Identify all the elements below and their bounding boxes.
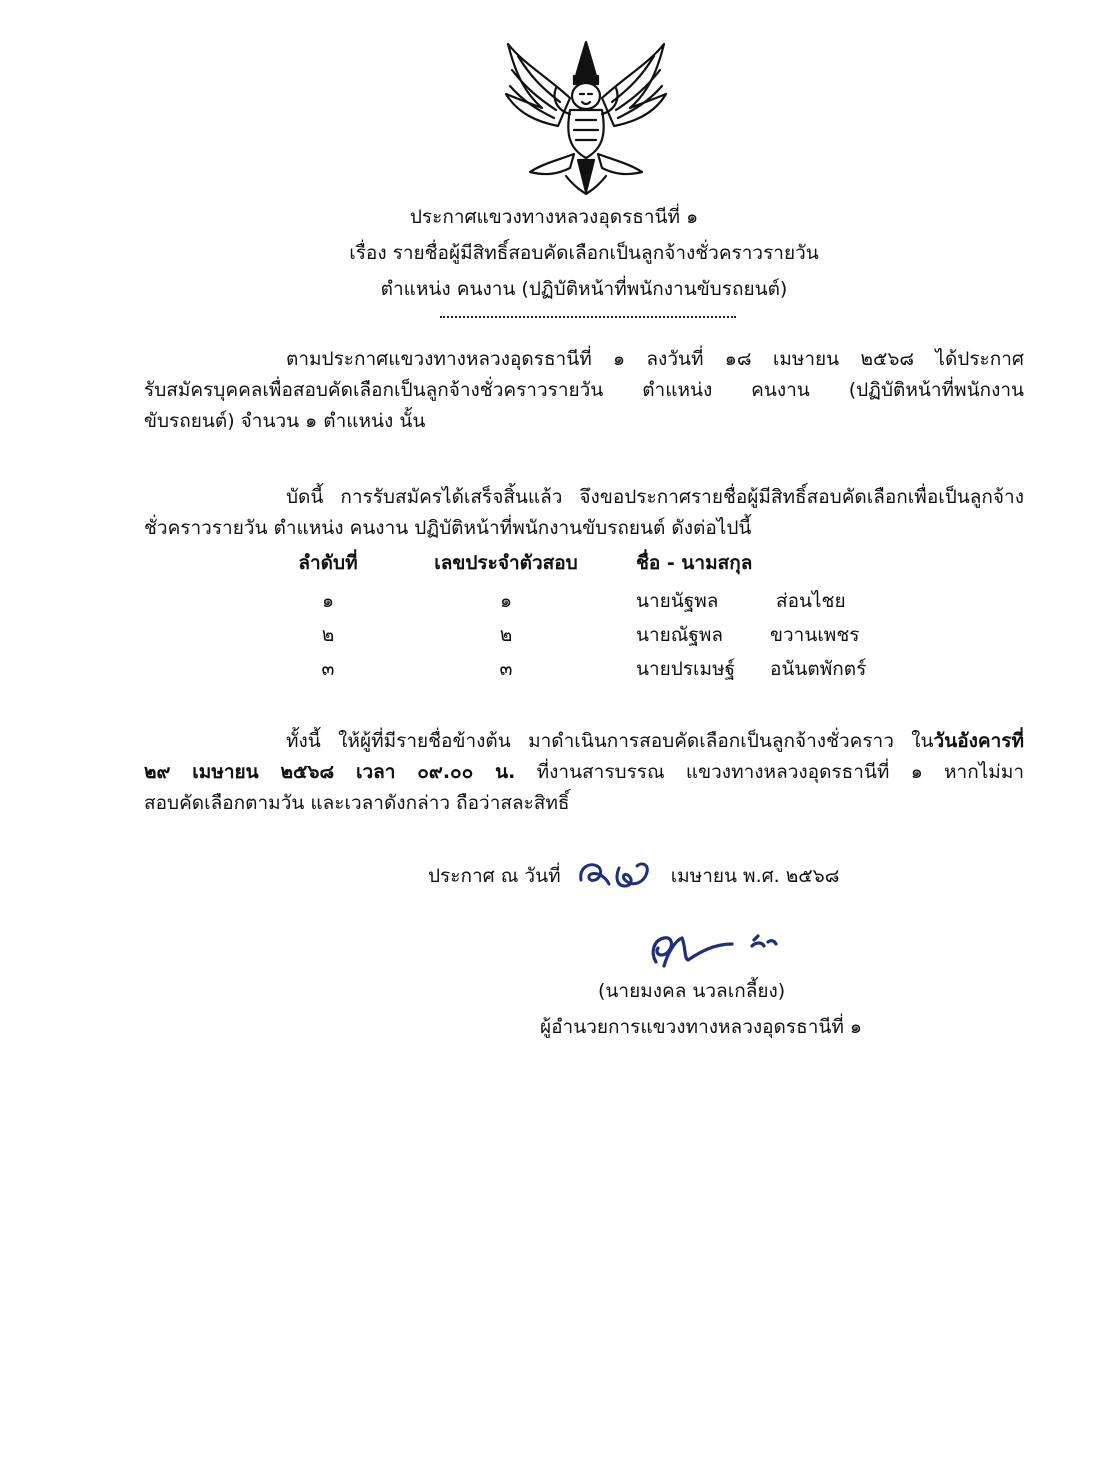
paragraph-line: ตามประกาศแขวงทางหลวงอุดรธานีที่ ๑ ลงวันที่ ๑๘ เมษายน ๒๕๖๘ ได้ประกาศ xyxy=(286,348,1024,370)
table-row xyxy=(0,620,1108,654)
row-order: ๒ xyxy=(321,624,335,646)
row-last-name: ส่อนไชย xyxy=(776,590,846,612)
paragraph-line: สอบคัดเลือกตามวัน และเวลาดังกล่าว ถือว่าสละสิทธิ์ xyxy=(144,792,570,814)
header-order: ลำดับที่ xyxy=(298,552,358,574)
date-suffix: เมษายน พ.ศ. ๒๕๖๘ xyxy=(670,865,840,887)
row-exam-id: ๓ xyxy=(499,658,513,680)
handwritten-signature xyxy=(642,922,792,974)
row-last-name: อนันตพักตร์ xyxy=(770,658,867,680)
schedule-text: ทั้งนี้ ให้ผู้ที่มีรายชื่อข้างต้น มาดำเนินการสอบคัดเลือกเป็นลูกจ้างชั่วคราว ใน xyxy=(286,730,934,752)
table-row xyxy=(0,654,1108,688)
table-row xyxy=(0,586,1108,620)
row-exam-id: ๒ xyxy=(499,624,513,646)
garuda-emblem xyxy=(496,36,676,198)
handwritten-day xyxy=(575,858,657,892)
paragraph-announcement xyxy=(144,482,1024,544)
announcement-position: ตำแหน่ง คนงาน (ปฏิบัติหน้าที่พนักงานขับรถยนต์) xyxy=(380,278,788,300)
paragraph-line: ชั่วคราวรายวัน ตำแหน่ง คนงาน ปฏิบัติหน้าที่พนักงานขับรถยนต์ ดังต่อไปนี้ xyxy=(144,517,752,539)
paragraph-line xyxy=(144,757,1024,788)
paragraph-line: รับสมัครบุคคลเพื่อสอบคัดเลือกเป็นลูกจ้างชั่วคราวรายวัน ตำแหน่ง คนงาน (ปฏิบัติหน้าที่พนักงาน xyxy=(144,379,1024,401)
announcement-date xyxy=(428,858,839,892)
announcement-subject: เรื่อง รายชื่อผู้มีสิทธิ์สอบคัดเลือกเป็นลูกจ้างชั่วคราวรายวัน xyxy=(349,242,819,264)
signer-name: (นายมงคล นวลเกลี้ยง) xyxy=(598,980,786,1002)
row-exam-id: ๑ xyxy=(499,590,513,612)
row-first-name: นายปรเมษฐ์ xyxy=(636,658,736,680)
paragraph-line xyxy=(144,726,1024,757)
paragraph-reference xyxy=(144,344,1024,437)
row-order: ๑ xyxy=(321,590,335,612)
paragraph-line: บัดนี้ การรับสมัครได้เสร็จสิ้นแล้ว จึงขอประกาศรายชื่อผู้มีสิทธิ์สอบคัดเลือกเพื่อเป็นลูกจ้าง xyxy=(286,486,1024,508)
date-prefix: ประกาศ ณ วันที่ xyxy=(428,865,561,887)
header-exam-id: เลขประจำตัวสอบ xyxy=(434,552,578,574)
paragraph-line: ขับรถยนต์) จำนวน ๑ ตำแหน่ง นั้น xyxy=(144,410,426,432)
paragraph-exam-schedule xyxy=(144,726,1024,819)
header-full-name: ชื่อ - นามสกุล xyxy=(636,552,753,574)
row-first-name: นายนัฐพล xyxy=(636,590,719,612)
exam-location: ที่งานสารบรรณ แขวงทางหลวงอุดรธานีที่ ๑ หากไม่มา xyxy=(515,761,1024,783)
row-last-name: ขวานเพชร xyxy=(770,624,860,646)
exam-date-time: ๒๙ เมษายน ๒๕๖๘ เวลา ๐๙.๐๐ น. xyxy=(144,761,516,783)
row-first-name: นายณัฐพล xyxy=(636,624,724,646)
dotted-divider xyxy=(440,316,736,318)
signer-position: ผู้อำนวยการแขวงทางหลวงอุดรธานีที่ ๑ xyxy=(540,1016,862,1038)
table-header-row xyxy=(0,548,1108,582)
announcement-title: ประกาศแขวงทางหลวงอุดรธานีที่ ๑ xyxy=(409,206,699,228)
row-order: ๓ xyxy=(321,658,335,680)
exam-weekday: วันอังคารที่ xyxy=(933,730,1024,752)
